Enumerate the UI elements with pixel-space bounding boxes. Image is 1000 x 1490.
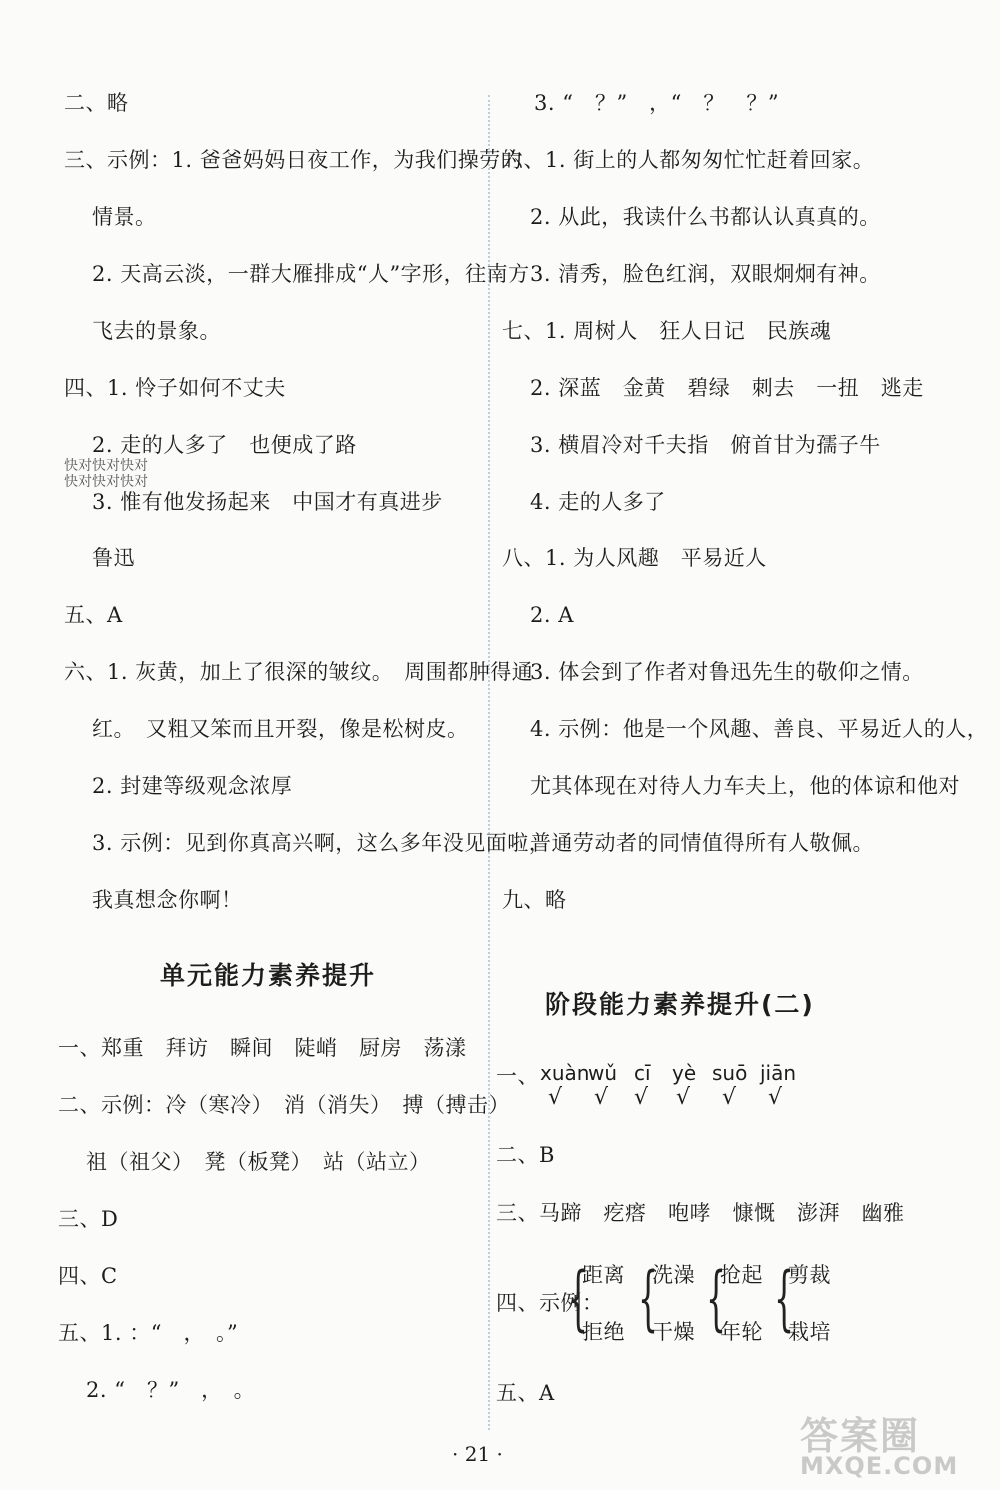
left-line-11: 六、1. 灰黄，加上了很深的皱纹。 周围都肿得通: [64, 660, 534, 684]
left-line-13: 2. 封建等级观念浓厚: [92, 774, 293, 798]
right-line-10: 2. A: [530, 603, 574, 627]
pinyin-1: xuàn: [540, 1061, 590, 1085]
check-mark: √: [676, 1085, 691, 1110]
pair-3-bottom: 年轮: [720, 1320, 763, 1344]
pair-4-bottom: 栽培: [788, 1320, 831, 1344]
check-mark: √: [722, 1085, 737, 1110]
right-line-4: 3. 清秀，脸色红润，双眼炯炯有神。: [530, 262, 881, 286]
pinyin-3: cī: [634, 1061, 651, 1085]
left-line-9: 鲁迅: [92, 546, 135, 570]
pair-1-top: 距离: [582, 1263, 625, 1287]
left-line-4: 2. 天高云淡，一群大雁排成“人”字形，往南方: [92, 262, 530, 286]
stamp-line-2: 快对快对快对: [64, 474, 148, 490]
brace-icon: {: [706, 1257, 727, 1339]
brace-icon: {: [568, 1257, 589, 1339]
left-line-2: 三、示例：1. 爸爸妈妈日夜工作，为我们操劳的: [64, 148, 523, 172]
pair-3-top: 抢起: [720, 1263, 763, 1287]
right-line-7: 3. 横眉冷对千夫指 俯首甘为孺子牛: [530, 433, 881, 457]
right-line-15: 九、略: [502, 888, 567, 912]
stamp-line-1: 快对快对快对: [64, 458, 148, 474]
pinyin-5: suō: [712, 1061, 748, 1085]
left2-line-2: 二、示例：冷（寒冷） 消（消失） 搏（搏击）: [58, 1093, 510, 1117]
answer-stamp: [64, 458, 148, 490]
right-line-9: 八、1. 为人风趣 平易近人: [502, 546, 767, 570]
section-heading-stage: 阶段能力素养提升(二): [545, 990, 815, 1019]
pair-2-top: 洗澡: [652, 1263, 695, 1287]
pinyin-6: jiān: [760, 1061, 797, 1085]
section-heading-unit: 单元能力素养提升: [160, 961, 377, 990]
check-mark: √: [634, 1085, 649, 1110]
left2-line-6: 五、1. ：“ ， 。”: [58, 1321, 239, 1345]
brace-icon: {: [774, 1257, 795, 1339]
brace-icon: {: [638, 1257, 659, 1339]
watermark-logo: 答案圈: [800, 1414, 921, 1458]
left-line-10: 五、A: [64, 603, 123, 627]
left-line-8: 3. 惟有他发扬起来 中国才有真进步: [92, 490, 443, 514]
left-line-3: 情景。: [92, 205, 157, 229]
watermark-url: MXQE.COM: [800, 1452, 959, 1480]
right-line-3: 2. 从此，我读什么书都认认真真的。: [530, 205, 881, 229]
column-divider: [488, 95, 490, 1430]
q3-line: 三、马蹄 疙瘩 咆哮 慷慨 澎湃 幽雅: [496, 1201, 905, 1225]
right-line-12: 4. 示例：他是一个风趣、善良、平易近人的人，: [530, 717, 989, 741]
q4-prefix: 四、示例：: [496, 1291, 604, 1315]
left2-line-7: 2. “ ？” ， 。: [86, 1378, 256, 1402]
pair-2-bottom: 干燥: [652, 1320, 695, 1344]
left-line-12: 红。 又粗又笨而且开裂，像是松树皮。: [92, 717, 469, 741]
left2-line-3: 祖（祖父） 凳（板凳） 站（站立）: [86, 1150, 431, 1174]
right-line-13: 尤其体现在对待人力车夫上，他的体谅和他对: [530, 774, 960, 798]
pinyin-4: yè: [672, 1061, 697, 1085]
page-number: · 21 ·: [452, 1442, 503, 1466]
pair-1-bottom: 拒绝: [582, 1320, 625, 1344]
right-line-2: 六、1. 街上的人都匆匆忙忙赶着回家。: [502, 148, 875, 172]
left-line-7: 2. 走的人多了 也便成了路: [92, 433, 357, 457]
right-line-14: 普通劳动者的同情值得所有人敬佩。: [530, 831, 874, 855]
q5-line: 五、A: [496, 1381, 555, 1405]
check-mark: √: [548, 1085, 563, 1110]
left-line-5: 飞去的景象。: [92, 319, 221, 343]
pinyin-2: wǔ: [588, 1061, 618, 1085]
left-line-14: 3. 示例：见到你真高兴啊，这么多年没见面啦，: [92, 831, 551, 855]
q2-line: 二、B: [496, 1143, 555, 1167]
left2-line-4: 三、D: [58, 1207, 119, 1231]
q1-prefix: 一、: [496, 1064, 539, 1088]
check-mark: √: [768, 1085, 783, 1110]
left2-line-5: 四、C: [58, 1264, 118, 1288]
check-mark: √: [594, 1085, 609, 1110]
right-line-11: 3. 体会到了作者对鲁迅先生的敬仰之情。: [530, 660, 924, 684]
right-line-8: 4. 走的人多了: [530, 490, 666, 514]
right-line-5: 七、1. 周树人 狂人日记 民族魂: [502, 319, 832, 343]
right-line-6: 2. 深蓝 金黄 碧绿 刺去 一扭 逃走: [530, 376, 924, 400]
left-line-1: 二、略: [64, 91, 129, 115]
pair-4-top: 剪裁: [788, 1263, 831, 1287]
right-line-1: 3. “ ？” ，“ ？ ？”: [534, 91, 780, 115]
left-line-15: 我真想念你啊！: [92, 888, 243, 912]
left-line-6: 四、1. 怜子如何不丈夫: [64, 376, 286, 400]
left2-line-1: 一、郑重 拜访 瞬间 陡峭 厨房 荡漾: [58, 1036, 467, 1060]
